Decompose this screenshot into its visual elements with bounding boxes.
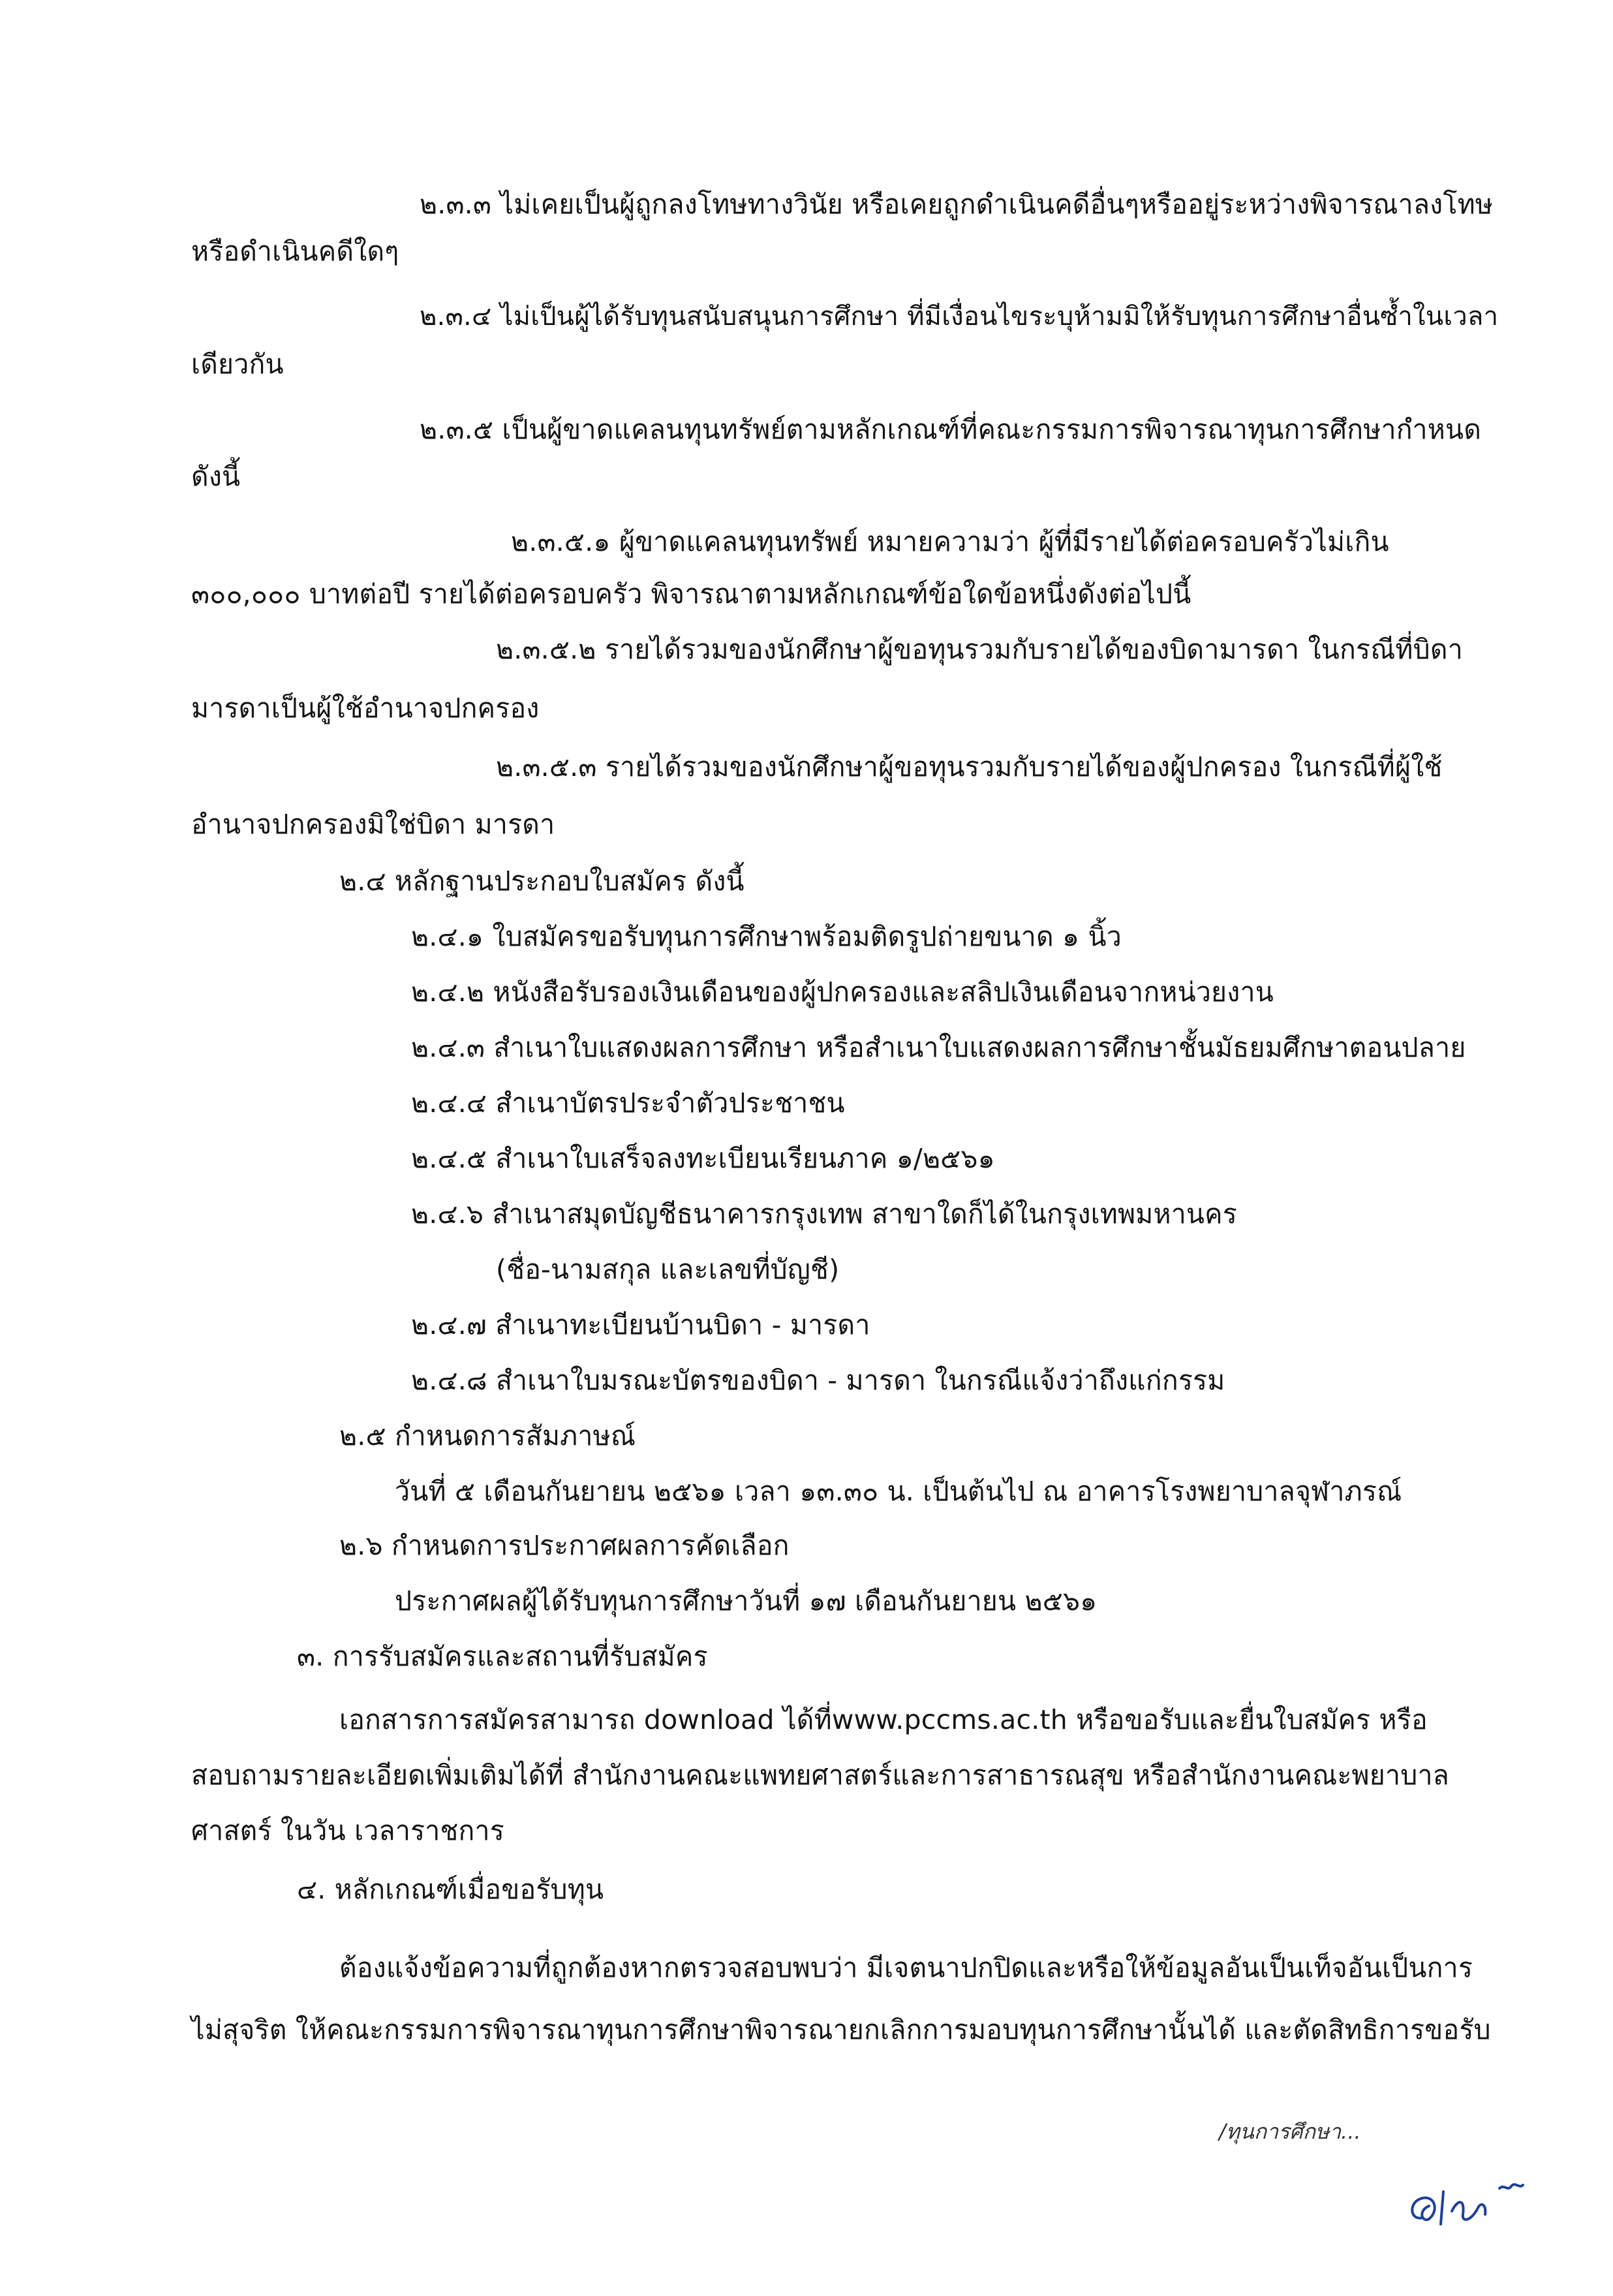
section-4-para-2: ไม่สุจริต ให้คณะกรรมการพิจารณาทุนการศึกษาพิจารณายกเลิกการมอบทุนการศึกษานั้นได้ และตัดสิทธิการขอรับ [191, 2014, 1491, 2045]
item-2-4-4: ๒.๔.๔ สำเนาบัตรประจำตัวประชาชน [411, 1087, 845, 1119]
clause-2-3-3-cont: หรือดำเนินคดีใดๆ [191, 236, 399, 267]
section-2-5-heading: ๒.๕ กำหนดการสัมภาษณ์ [339, 1420, 636, 1451]
clause-2-3-5-2: ๒.๓.๕.๒ รายได้รวมของนักศึกษาผู้ขอทุนรวมกับรายได้ของบิดามารดา ในกรณีที่บิดา [496, 634, 1463, 665]
section-3-para-1: เอกสารการสมัครสามารถ download ได้ที่www.pccms.ac.th หรือขอรับและยื่นใบสมัคร หรือ [339, 1704, 1428, 1735]
section-3-heading: ๓. การรับสมัครและสถานที่รับสมัคร [297, 1641, 708, 1672]
item-2-4-6-note: (ชื่อ-นามสกุล และเลขที่บัญชี) [496, 1254, 840, 1285]
section-4-para-1: ต้องแจ้งข้อความที่ถูกต้องหากตรวจสอบพบว่า มีเจตนาปกปิดและหรือให้ข้อมูลอันเป็นเท็จอันเป็นการ [339, 1952, 1473, 1983]
clause-2-3-5-1: ๒.๓.๕.๑ ผู้ขาดแคลนทุนทรัพย์ หมายความว่า ผู้ที่มีรายได้ต่อครอบครัวไม่เกิน [511, 526, 1389, 557]
section-4-heading: ๔. หลักเกณฑ์เมื่อขอรับทุน [297, 1874, 604, 1905]
clause-2-3-3: ๒.๓.๓ ไม่เคยเป็นผู้ถูกลงโทษทางวินัย หรือเคยถูกดำเนินคดีอื่นๆหรืออยู่ระหว่างพิจารณาลงโทษ [420, 189, 1494, 220]
clause-2-3-4: ๒.๓.๔ ไม่เป็นผู้ได้รับทุนสนับสนุนการศึกษา ที่มีเงื่อนไขระบุห้ามมิให้รับทุนการศึกษาอื่นซ้ำในเวลา [420, 302, 1499, 332]
item-2-4-3: ๒.๔.๓ สำเนาใบแสดงผลการศึกษา หรือสำเนาใบแสดงผลการศึกษาชั้นมัธยมศึกษาตอนปลาย [411, 1032, 1466, 1063]
clause-2-3-5-3: ๒.๓.๕.๓ รายได้รวมของนักศึกษาผู้ขอทุนรวมกับรายได้ของผู้ปกครอง ในกรณีที่ผู้ใช้ [496, 751, 1443, 783]
clause-2-3-5-2-cont: มารดาเป็นผู้ใช้อำนาจปกครอง [191, 692, 540, 724]
item-2-4-1: ๒.๔.๑ ใบสมัครขอรับทุนการศึกษาพร้อมติดรูปถ่ายขนาด ๑ นิ้ว [411, 921, 1122, 952]
handwritten-initials [1403, 2165, 1533, 2237]
section-3-para-3: ศาสตร์ ในวัน เวลาราชการ [191, 1815, 505, 1846]
section-2-4-heading: ๒.๔ หลักฐานประกอบใบสมัคร ดังนี้ [339, 865, 745, 897]
announcement-date: ประกาศผลผู้ได้รับทุนการศึกษาวันที่ ๑๗ เดือนกันยายน ๒๕๖๑ [395, 1585, 1098, 1617]
section-2-6-heading: ๒.๖ กำหนดการประกาศผลการคัดเลือก [339, 1530, 790, 1561]
item-2-4-8: ๒.๔.๘ สำเนาใบมรณะบัตรของบิดา - มารดา ในกรณีแจ้งว่าถึงแก่กรรม [411, 1365, 1225, 1396]
item-2-4-6: ๒.๔.๖ สำเนาสมุดบัญชีธนาคารกรุงเทพ สาขาใดก็ได้ในกรุงเทพมหานคร [411, 1198, 1238, 1230]
interview-schedule: วันที่ ๕ เดือนกันยายน ๒๕๖๑ เวลา ๑๓.๓๐ น. เป็นต้นไป ณ อาคารโรงพยาบาลจุฬาภรณ์ [395, 1476, 1402, 1507]
clause-2-3-5-3-cont: อำนาจปกครองมิใช่บิดา มารดา [191, 809, 555, 840]
clause-2-3-5: ๒.๓.๕ เป็นผู้ขาดแคลนทุนทรัพย์ตามหลักเกณฑ์ที่คณะกรรมการพิจารณาทุนการศึกษากำหนด [420, 414, 1482, 445]
section-3-para-2: สอบถามรายละเอียดเพิ่มเติมได้ที่ สำนักงานคณะแพทยศาสตร์และการสาธารณสุข หรือสำนักงานคณะพยาบาล [191, 1760, 1450, 1791]
continuation-marker: /ทุนการศึกษา... [1219, 2119, 1361, 2144]
clause-2-3-5-cont: ดังนี้ [191, 461, 241, 492]
clause-2-3-5-1-cont: ๓๐๐,๐๐๐ บาทต่อปี รายได้ต่อครอบครัว พิจารณาตามหลักเกณฑ์ข้อใดข้อหนึ่งดังต่อไปนี้ [191, 578, 1191, 610]
item-2-4-2: ๒.๔.๒ หนังสือรับรองเงินเดือนของผู้ปกครองและสลิปเงินเดือนจากหน่วยงาน [411, 976, 1274, 1008]
item-2-4-7: ๒.๔.๗ สำเนาทะเบียนบ้านบิดา - มารดา [411, 1309, 870, 1341]
item-2-4-5: ๒.๔.๕ สำเนาใบเสร็จลงทะเบียนเรียนภาค ๑/๒๕๖๑ [411, 1143, 995, 1174]
clause-2-3-4-cont: เดียวกัน [191, 349, 284, 380]
